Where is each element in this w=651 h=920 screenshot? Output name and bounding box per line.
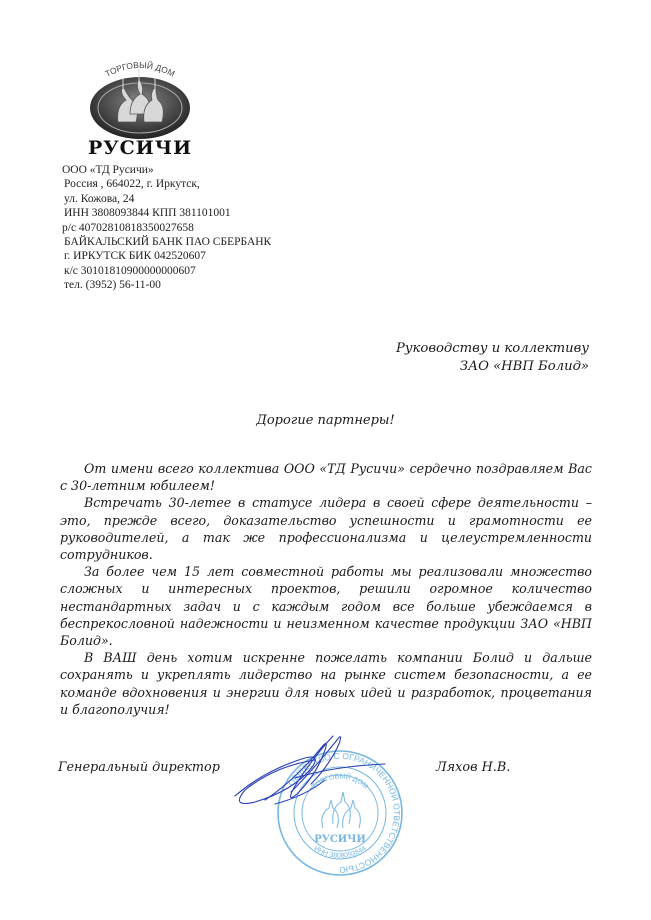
stamp-outer-text: ОБЩЕСТВО С ОГРАНИЧЕННОЙ ОТВЕТСТВЕННОСТЬЮ [285,750,403,876]
company-logo [70,50,210,160]
logo-top-text: ТОРГОВЫЙ ДОМ [103,59,177,79]
requisite-line: тел. (3952) 56-11-00 [64,279,161,292]
requisite-line: ИНН 3808093844 КПП 381101001 [64,207,231,220]
addressee [396,340,589,376]
stamp-center-text: РУСИЧИ [314,834,366,845]
requisite-line: к/с 30101810900000000607 [64,264,196,277]
paragraph: От имени всего коллектива ООО «ТД Русичи» сердечно поздравляем Вас с 30-летним юбилеем! [60,461,592,494]
signer-position: Генеральный директор [58,760,220,775]
company-requisites [62,163,271,293]
requisite-line: р/с 40702810818350027658 [62,221,194,234]
requisite-line: БАЙКАЛЬСКИЙ БАНК ПАО СБЕРБАНК [64,236,272,249]
requisite-line: Россия , 664022, г. Иркутск, [64,178,200,191]
paragraph: За более чем 15 лет совместной работы мы реализовали множество сложных и интересных проектов, решили огромное количество нестандартных задач и с каждым годом все больше убеждаемся в беспрекословной надежности и неизменном качестве продукции ЗАО «НВП Болид». [60,564,592,649]
addressee-line-1: Руководству и коллективу [395,341,589,356]
addressee-line-2: ЗАО «НВП Болид» [459,359,589,374]
stamp-inn-text: ИНН 3808093844 [312,845,368,860]
requisite-line: г. ИРКУТСК БИК 042520607 [64,250,206,263]
signer-name: Ляхов Н.В. [436,760,511,775]
greeting: Дорогие партнеры! [256,413,395,428]
paragraph: Встречать 30-летее в статусе лидера в своей сфере деятельности – это, прежде всего, доказательство успешности и грамотности ее руководителей, а так же профессионализма и целеустремленности сотрудников. [60,495,592,563]
letter-body [60,460,592,718]
logo-name: РУСИЧИ [87,137,193,159]
requisite-line: ул. Кожова, 24 [64,192,135,205]
stamp-inner-text: ТОРГОВЫЙ ДОМ [310,773,370,791]
paragraph: В ВАШ день хотим искренне пожелать компании Болид и дальше сохранять и укреплять лидерство на рынке систем безопасности, а ее команде вдохновения и энергии для новых идей и разработок, процветания и благополучия! [60,650,592,717]
requisite-line: ООО «ТД Русичи» [62,164,154,176]
handwritten-signature [225,730,405,820]
